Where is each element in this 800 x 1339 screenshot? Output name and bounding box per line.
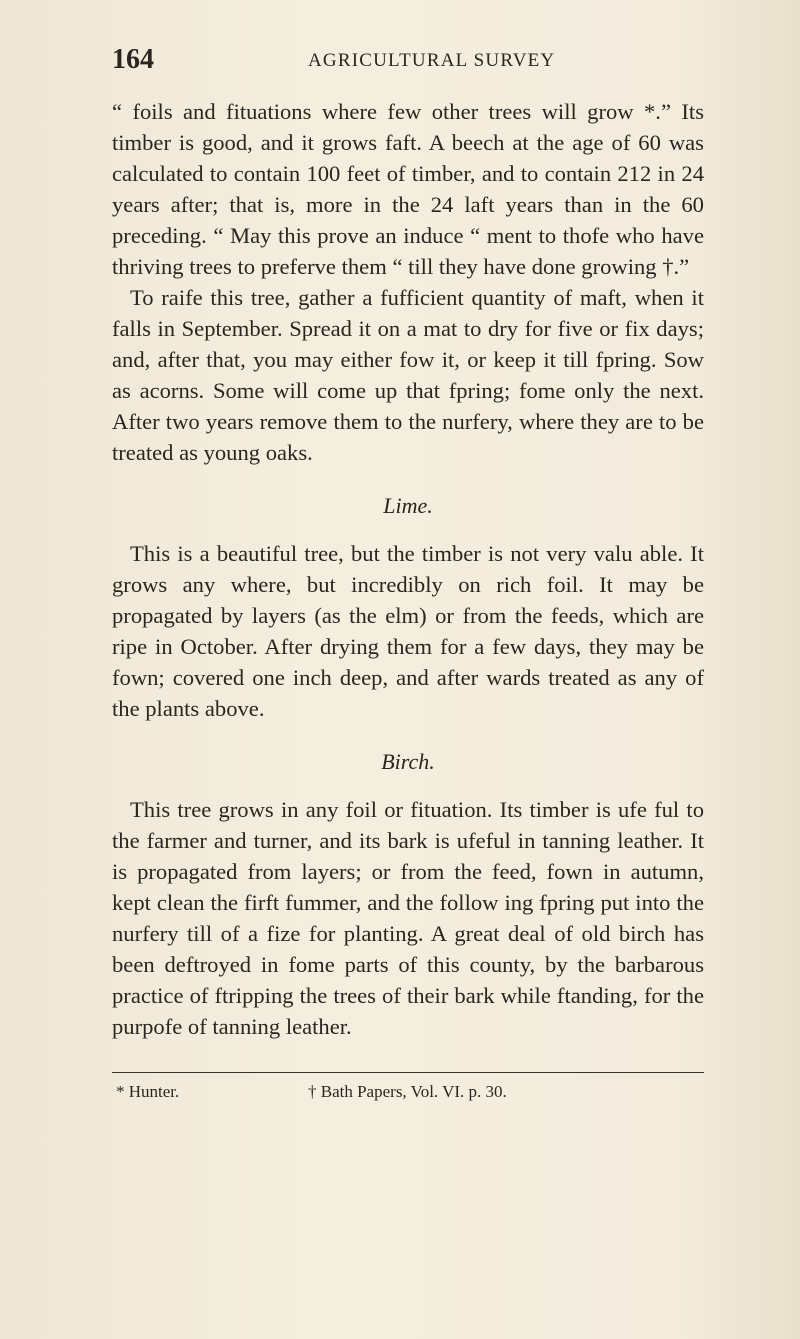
paragraph-lime: [112, 538, 704, 724]
text-line: five or fix days; and, after that, you may either fow it, or: [112, 316, 704, 372]
body-text: [112, 96, 704, 1042]
text-line: keep it till fpring. Sow as acorns. Some will come up that: [112, 347, 704, 403]
text-line: than in the 60 preceding. “ May this prove an induce: [112, 192, 704, 248]
text-line: “ foils and fituations where few other trees will grow *.”: [112, 99, 682, 124]
text-line: when it falls in September. Spread it on a mat to dry for: [112, 285, 704, 341]
footnote-bath-papers: † Bath Papers, Vol. VI. p. 30.: [308, 1082, 507, 1101]
text-line: contain 212 in 24 years after; that is, more in the 24 laft years: [112, 161, 704, 217]
footnote-hunter: * Hunter.: [116, 1082, 180, 1101]
text-line: “ till they have done growing †.”: [392, 254, 690, 279]
text-line: great deal of old birch has been deftroyed in fome parts: [112, 921, 704, 977]
section-title-birch: Birch.: [381, 749, 435, 774]
running-head: AGRICULTURAL SURVEY: [308, 50, 556, 71]
text-line: ful to the farmer and turner, and its bark is ufeful in tanning: [112, 797, 704, 853]
text-line: ing fpring put into the nurfery till of a fize for planting. A: [112, 890, 704, 946]
text-line: “ ment to thofe who have thriving trees to preferve them: [112, 223, 704, 279]
paragraph-beech-propagation: [112, 282, 704, 468]
section-title-lime: Lime.: [383, 493, 433, 518]
text-line: To raife this tree, gather a fufficient quantity of maft,: [130, 285, 635, 310]
paragraph-beech-continued: [112, 96, 704, 282]
text-line: to the nurfery, where they are to be treated as young oaks.: [112, 409, 704, 465]
text-line: may be propagated by layers (as the elm) or from the feeds,: [112, 572, 705, 628]
paragraph-birch: [112, 794, 704, 1042]
text-line: leather.: [285, 1014, 352, 1039]
page-header: [112, 44, 702, 84]
text-line: fown in autumn, kept clean the firft fummer, and the follow: [112, 859, 704, 915]
page-number: 164: [112, 44, 154, 75]
text-line: Its timber is good, and it grows faft. A beech at the age: [112, 99, 704, 155]
text-line: trees of their bark while ftanding, for the purpofe of tanning: [112, 983, 704, 1039]
text-line: This tree grows in any foil or fituation. Its timber is ufe: [130, 797, 647, 822]
text-line: days, they may be fown; covered one inch deep, and after: [112, 634, 704, 690]
text-line: of 60 was calculated to contain 100 feet of timber, and to: [112, 130, 704, 186]
text-line: fpring; fome only the next. After two years remove them: [112, 378, 704, 434]
text-line: able. It grows any where, but incredibly on rich foil. It: [112, 541, 704, 597]
text-line: This is a beautiful tree, but the timber is not very valu: [130, 541, 633, 566]
text-line: of this county, by the barbarous practice of ftripping the: [112, 952, 704, 1008]
text-line: leather. It is propagated from layers; or from the feed,: [112, 828, 705, 884]
text-line: which are ripe in October. After drying them for a few: [112, 603, 704, 659]
text-line: wards treated as any of the plants above.: [112, 665, 704, 721]
footnote-rule: [112, 1072, 704, 1073]
